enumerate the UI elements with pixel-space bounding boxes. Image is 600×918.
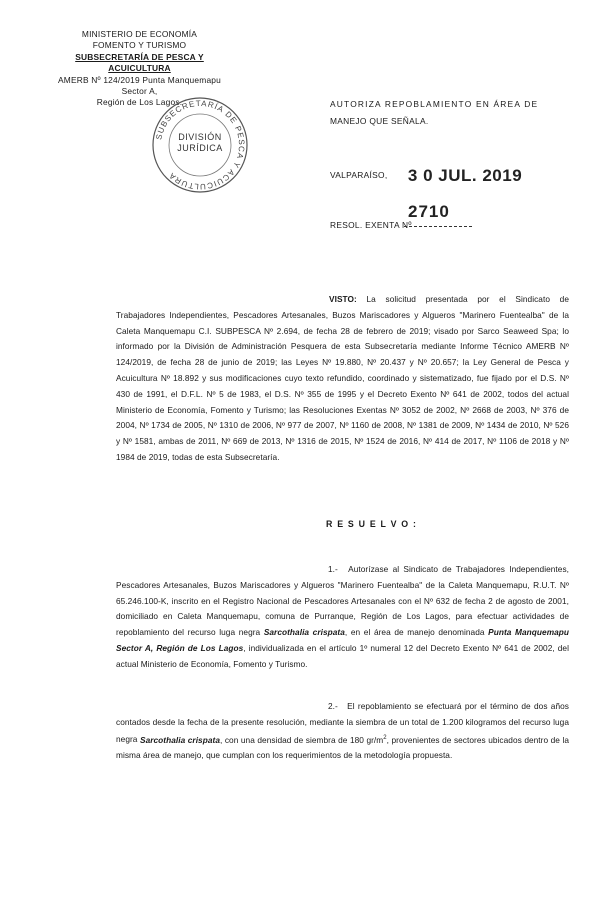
item-1-area: Punta Manquemapu Sector A, Región de Los Lagos	[116, 627, 570, 653]
resuelvo-title: R E S U E L V O :	[326, 519, 418, 529]
header-amerb: AMERB Nº 124/2019 Punta Manquemapu Sector A,	[57, 75, 222, 96]
item-1-text-c: , individualizada en el artículo 1º numeral 12 del Decreto Exento Nº 641 de 2002, del actual Ministerio de Economía, Fomento y Turismo.	[116, 642, 569, 669]
visto-label: VISTO:	[329, 294, 357, 304]
item-1-species: Sarcothalia crispata	[263, 627, 345, 638]
stamp-line-juridica: JURÍDICA	[177, 143, 223, 153]
item-1-text-a: Autorízase al Sindicato de Trabajadores Independientes, Pescadores Artesanales, Buzos Mariscadores y Algueros "Marinero Fuentealba" de la Caleta Manquemapu, R.U.T. Nº 65.246.100-K, inscrito en el Registro Nacional de Pescadores Artesanales con el Nº 632 de fecha 2 de agosto de 2001, domiciliado en Caleta Manquemapu, comuna de Purranque, Región de Los Lagos, para efectuar actividades de repoblamiento del recurso luga negra	[116, 564, 570, 638]
date-stamp: 3 0 JUL. 2019	[407, 166, 523, 185]
item-2-species: Sarcothalia crispata	[139, 734, 220, 745]
visto-text: La solicitud presentada por el Sindicato de Trabajadores Independientes, Pescadores Artesanales, Buzos Mariscadores y Algueros "Marinero Fuentealba" de la Caleta Manquemapu C.I. SUBPESCA Nº 2.694, de fecha 28 de febrero de 2019; visado por Sarco Seaweed Spa; lo informado por la División de Administración Pesquera de esta Subsecretaría mediante Informe Técnico AMERB Nº 124/2019, de fecha 28 de junio de 2019; las Leyes Nº 19.880, Nº 20.437 y Nº 20.657; la Ley General de Pesca y Acuicultura Nº 18.892 y sus modificaciones cuyo texto refundido, coordinado y sistematizado, fue fijado por el D.S. Nº 430 de 1991, el D.F.L. Nº 5 de 1983, el D.S. Nº 355 de 1995 y el Decreto Exento Nº 641 de 2002, todos del actual Ministerio de Economía, Fomento y Turismo; las Resoluciones Exentas Nº 3052 de 2002, Nº 2668 de 2003, Nº 376 de 2004, Nº 1734 de 2005, Nº 1310 de 2006, Nº 977 de 2007, Nº 1160 de 2008, Nº 1381 de 2009, Nº 1434 de 2010, Nº 526 y Nº 1581, ambas de 2011, Nº 669 de 2013, Nº 1316 de 2015, Nº 1524 de 2016, Nº 414 de 2017, Nº 1106 de 2018 y Nº 1984 de 2019, todas de esta Subsecretaría.	[116, 294, 569, 462]
resol-underline	[404, 226, 472, 227]
visto-section	[116, 292, 569, 466]
header-subsecretaria: SUBSECRETARÍA DE PESCA Y ACUICULTURA	[75, 52, 204, 73]
stamp-line-division: DIVISIÓN	[178, 132, 222, 142]
header-region: Región de Los Lagos.	[96, 97, 183, 107]
item-1	[116, 562, 569, 673]
resolution-number	[330, 202, 570, 233]
item-2-text-a: El repoblamiento se efectuará por el término de dos años contados desde la fecha de la presente resolución, mediante la siembra de un total de 1.200 kilogramos del recurso luga negra	[116, 701, 569, 745]
summary-line-2: MANEJO QUE SEÑALA.	[330, 116, 429, 126]
item-1-number: 1.-	[328, 564, 338, 574]
item-2-text-b: , con una densidad de siembra de 180 gr/m	[220, 734, 384, 745]
item-2	[116, 699, 569, 764]
resolution-summary	[330, 96, 550, 130]
header-ministry-sub: FOMENTO Y TURISMO	[92, 40, 187, 50]
header-ministry: MINISTERIO DE ECONOMÍA	[81, 29, 198, 39]
place-date	[330, 166, 570, 186]
summary-line-1: AUTORIZA REPOBLAMIENTO EN ÁREA DE	[330, 99, 539, 109]
division-juridica-stamp	[150, 95, 250, 195]
item-2-number: 2.-	[328, 701, 338, 711]
stamp-ring-text: SUBSECRETARÍA DE PESCA Y ACUICULTURA	[154, 98, 247, 192]
resol-number: 2710	[408, 202, 450, 221]
resol-label: RESOL. EXENTA Nº	[330, 220, 412, 230]
place-label: VALPARAÍSO,	[330, 170, 388, 180]
item-2-superscript: 2	[383, 734, 387, 741]
item-2-text-c: , provenientes de sectores ubicados dentro de la misma área de manejo, que cumplan con los requerimientos de la metodología propuesta.	[116, 734, 570, 761]
item-1-text-b: , en el área de manejo denominada	[344, 627, 489, 638]
